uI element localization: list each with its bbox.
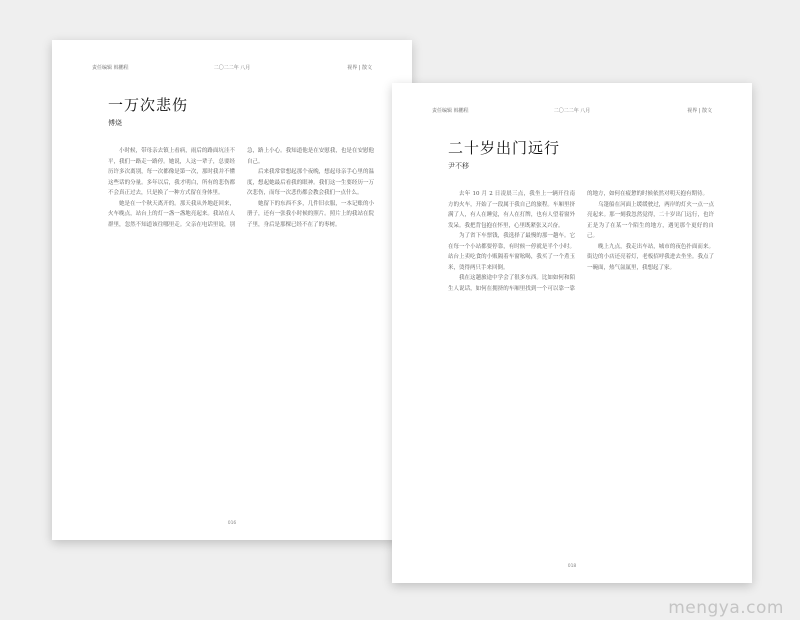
article-title: 二十岁出门远行 <box>448 139 561 157</box>
body-paragraph: 晚上九点，我走出车站，城市的夜色扑面而来。街边的小店还亮着灯，老板招呼我进去坐坐。我点了一碗面，热气氤氲里，我想起了家。 <box>587 243 714 271</box>
article-author: 傅烧 <box>108 119 122 127</box>
article-author: 尹不移 <box>448 162 469 170</box>
body-paragraph: 为了省下车票钱，我选择了最慢的那一趟车。它在每一个小站都要停靠，有时候一停就是半个小时。站台上卖吃食的小贩隔着车窗吆喝，我买了一个煮玉米，烫得两只手来回倒。 <box>448 233 575 271</box>
body-paragraph: 小时候，带母亲去镇上看病，雨后的路面坑洼不平，我们一路走一路停。她说，人这一辈子，总要经历许多次离别，每一次都像是第一次，那时我并不懂这些话的分量。多年以后，我才明白，所有的悲伤都不会真正过去，只是换了一种方式留在身体里。 <box>108 148 235 196</box>
article-title: 一万次悲伤 <box>108 96 189 114</box>
header-section: 视界 | 散文 <box>687 108 712 114</box>
header-date: 二〇二二年 八月 <box>213 65 251 71</box>
body-paragraph: 后来我常常想起那个夜晚，想起母亲手心里的温度，想起她最后看我的眼神。我们这一生要经历一万次悲伤，而每一次悲伤都会教会我们一点什么。 <box>247 169 374 196</box>
page-right <box>392 83 752 583</box>
article-body <box>108 146 374 502</box>
running-header <box>92 64 372 76</box>
header-editor: 责任编辑 韩鹏程 <box>432 108 469 114</box>
article-body <box>448 189 714 545</box>
body-paragraph: 我在这趟旅途中学会了很多东西。比如如何和陌生人说话，如何在拥挤的车厢里找到一个可以靠一靠的地方，如何在疲惫的时候依然对明天抱有期待。 <box>448 191 709 292</box>
header-date: 二〇二二年 八月 <box>553 108 591 114</box>
running-header <box>432 107 712 119</box>
page-left <box>52 40 412 540</box>
page-number: 016 <box>227 521 237 526</box>
body-paragraph: 她留下的东西不多，几件旧衣服，一本记账的小册子，还有一张我小时候的照片。照片上的我站在院子里，身后是那棵已经不在了的枣树。 <box>247 200 374 228</box>
body-paragraph: 乌篷船在河面上缓缓驶过，两岸的灯火一点一点亮起来。那一刻我忽然觉得，二十岁出门远行，也许正是为了在某一个陌生的地方，遇见那个更好的自己。 <box>587 201 714 239</box>
page-number: 018 <box>567 564 577 569</box>
body-paragraph: 去年 10 月 2 日凌晨三点，我坐上一辆开往南方的火车，开始了一段属于我自己的旅程。车厢里挤满了人，有人在睡觉，有人在打牌，也有人望着窗外发呆。我把背包抱在怀里，心里既紧张又兴奋。 <box>448 191 575 229</box>
body-paragraph: 她是在一个秋天离开的。那天我从外地赶回来，火车晚点，站台上的灯一盏一盏地亮起来。我站在人群里，忽然不知道该往哪里走。父亲在电话里说，别急，路上小心。我知道他是在安慰我，也是在安慰他自己。 <box>108 148 374 228</box>
header-section: 视界 | 散文 <box>347 65 372 71</box>
header-editor: 责任编辑 韩鹏程 <box>92 65 129 71</box>
site-watermark: mengya.com <box>668 598 784 618</box>
